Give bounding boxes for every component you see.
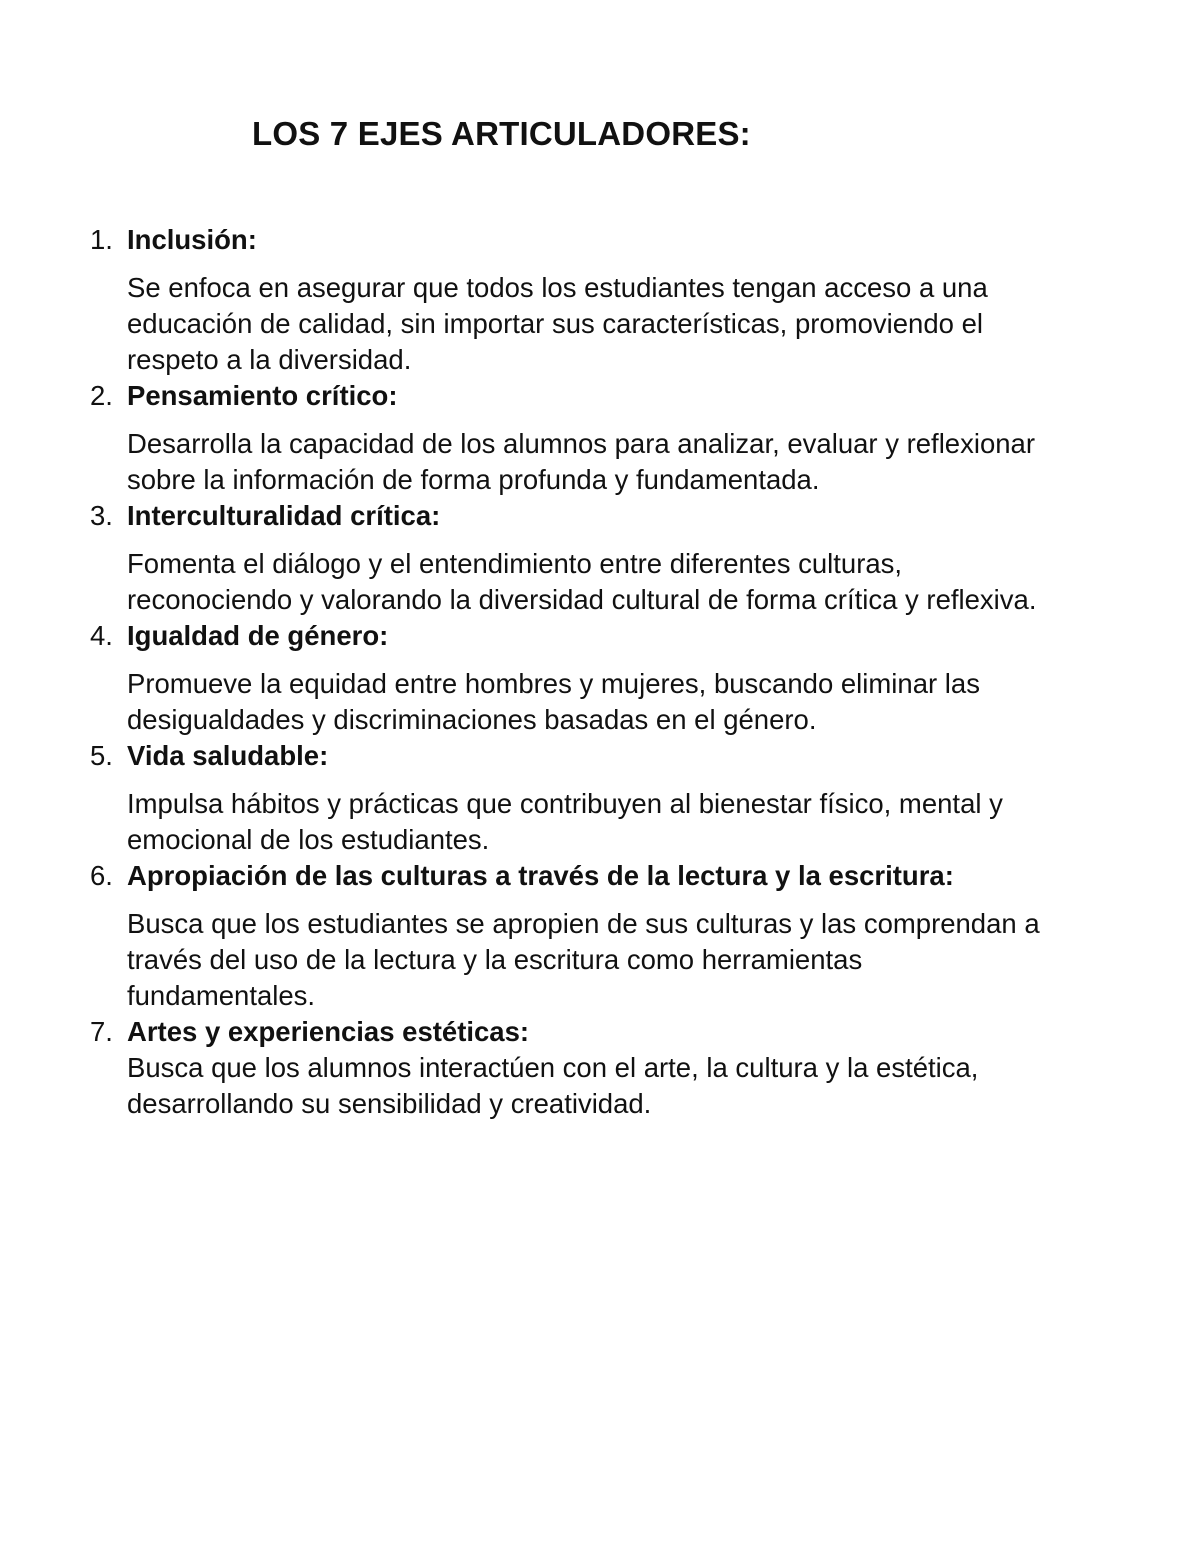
item-description: Se enfoca en asegurar que todos los estudiantes tengan acceso a una educación de calidad, sin importar sus características, promoviendo el respeto a la diversidad. <box>127 272 988 375</box>
item-number: 2. <box>90 380 113 411</box>
list-item-artes-experiencias-esteticas <box>90 1014 1050 1122</box>
item-number: 6. <box>90 860 113 891</box>
list-item-interculturalidad-critica <box>90 498 1050 618</box>
item-description: Fomenta el diálogo y el entendimiento entre diferentes culturas, reconociendo y valorando la diversidad cultural de forma crítica y reflexiva. <box>127 548 1037 615</box>
list-item-apropiacion-culturas <box>90 858 1050 1014</box>
item-heading: Vida saludable: <box>127 740 329 771</box>
item-description: Impulsa hábitos y prácticas que contribuyen al bienestar físico, mental y emocional de los estudiantes. <box>127 788 1003 855</box>
item-number: 1. <box>90 224 113 255</box>
page-title: LOS 7 EJES ARTICULADORES: <box>252 115 751 152</box>
axes-list <box>90 222 1050 1122</box>
list-item-igualdad-de-genero <box>90 618 1050 738</box>
item-heading: Pensamiento crítico: <box>127 380 398 411</box>
list-item-pensamiento-critico <box>90 378 1050 498</box>
item-number: 3. <box>90 500 113 531</box>
item-description: Desarrolla la capacidad de los alumnos para analizar, evaluar y reflexionar sobre la información de forma profunda y fundamentada. <box>127 428 1035 495</box>
item-description: Busca que los estudiantes se apropien de sus culturas y las comprendan a través del uso de la lectura y la escritura como herramientas fundamentales. <box>127 908 1040 1011</box>
item-heading: Artes y experiencias estéticas: <box>127 1016 530 1047</box>
item-description: Promueve la equidad entre hombres y mujeres, buscando eliminar las desigualdades y discriminaciones basadas en el género. <box>127 668 980 735</box>
list-item-inclusion <box>90 222 1050 378</box>
item-heading: Igualdad de género: <box>127 620 389 651</box>
item-number: 5. <box>90 740 113 771</box>
list-item-vida-saludable <box>90 738 1050 858</box>
item-heading: Inclusión: <box>127 224 257 255</box>
item-heading: Interculturalidad crítica: <box>127 500 441 531</box>
item-number: 7. <box>90 1016 113 1047</box>
item-heading: Apropiación de las culturas a través de la lectura y la escritura: <box>127 860 954 891</box>
item-description: Busca que los alumnos interactúen con el arte, la cultura y la estética, desarrollando su sensibilidad y creatividad. <box>127 1052 979 1119</box>
item-number: 4. <box>90 620 113 651</box>
